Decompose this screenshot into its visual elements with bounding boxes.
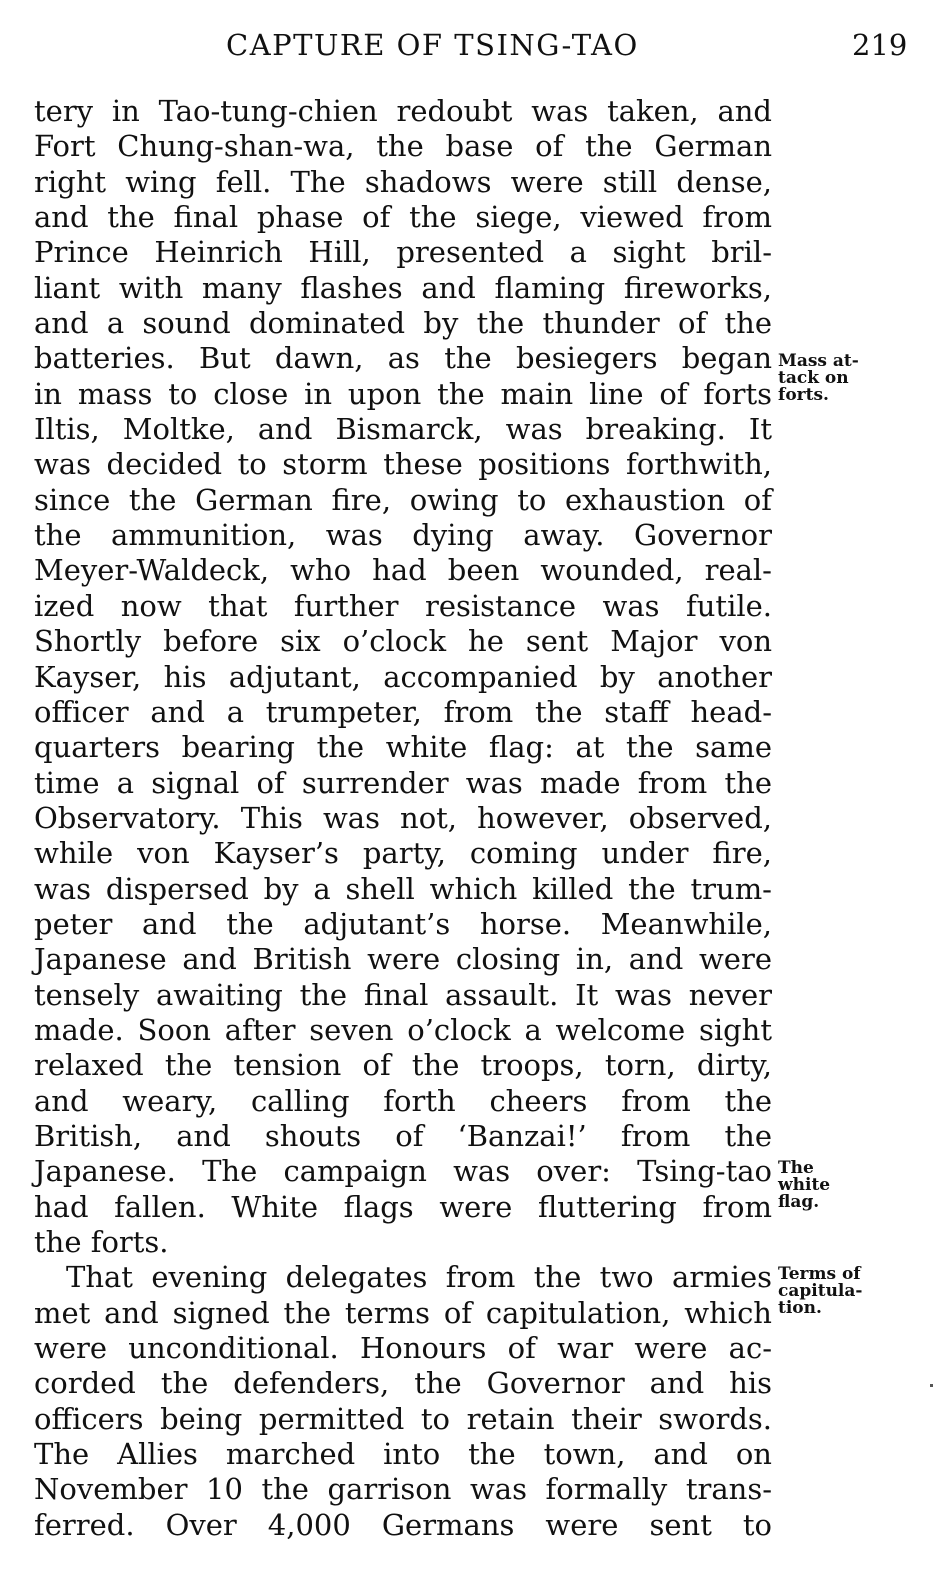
text-line: and weary, calling forth cheers from the	[34, 1083, 772, 1118]
text-line: tensely awaiting the final assault. It was never	[34, 977, 772, 1012]
text-line: and the final phase of the siege, viewed from	[34, 200, 772, 235]
text-line: relaxed the tension of the troops, torn, dirty,	[34, 1048, 772, 1083]
paragraph-end-line: the forts.	[34, 1225, 169, 1259]
text-line: British, and shouts of ‘Banzai!’ from the	[34, 1118, 772, 1153]
scan-speck	[930, 1384, 933, 1387]
text-line: ized now that further resistance was futile.	[34, 588, 772, 623]
sidenote-line: Mass at-	[778, 351, 859, 371]
sidenote-line: The	[778, 1158, 814, 1178]
text-line: was decided to storm these positions forthwith,	[34, 447, 772, 482]
sidenote-line: Terms of	[778, 1264, 861, 1284]
text-line: met and signed the terms of capitulation, which	[34, 1295, 772, 1330]
text-line: Fort Chung-shan-wa, the base of the German	[34, 129, 772, 164]
text-line: ferred. Over 4,000 Germans were sent to	[34, 1507, 772, 1542]
text-line: peter and the adjutant’s horse. Meanwhile,	[34, 906, 772, 941]
text-line: corded the defenders, the Governor and his	[34, 1366, 772, 1401]
paragraph-start-line: That evening delegates from the two armies	[66, 1260, 772, 1295]
text-line: time a signal of surrender was made from the	[34, 765, 772, 800]
sidenote-terms-of-capitulation	[778, 1266, 938, 1317]
text-line: in mass to close in upon the main line of forts	[34, 376, 772, 411]
sidenote-line: capitula-	[778, 1281, 863, 1301]
text-line: November 10 the garrison was formally trans-	[34, 1472, 772, 1507]
text-line: Meyer-Waldeck, who had been wounded, real-	[34, 553, 772, 588]
sidenote-mass-attack	[778, 353, 938, 404]
sidenote-line: white	[778, 1175, 831, 1195]
page-header	[0, 28, 950, 68]
text-line: Prince Heinrich Hill, presented a sight bril-	[34, 235, 772, 270]
text-line: officers being permitted to retain their swords.	[34, 1401, 772, 1436]
sidenote-line: forts.	[778, 385, 829, 405]
sidenote-line: tion.	[778, 1298, 822, 1318]
text-line: Iltis, Moltke, and Bismarck, was breaking. It	[34, 412, 772, 447]
text-line: right wing fell. The shadows were still dense,	[34, 164, 772, 199]
text-line: and a sound dominated by the thunder of the	[34, 306, 772, 341]
text-line: liant with many flashes and flaming fireworks,	[34, 270, 772, 305]
sidenote-white-flag	[778, 1160, 938, 1211]
text-line: tery in Tao-tung-chien redoubt was taken, and	[34, 94, 772, 128]
sidenote-line: tack on	[778, 368, 849, 388]
text-line: Kayser, his adjutant, accompanied by another	[34, 659, 772, 694]
text-line: officer and a trumpeter, from the staff head-	[34, 694, 772, 729]
text-line: the ammunition, was dying away. Governor	[34, 518, 772, 553]
text-line: Observatory. This was not, however, observed,	[34, 800, 772, 835]
text-line: since the German fire, owing to exhaustion of	[34, 482, 772, 517]
text-line: made. Soon after seven o’clock a welcome sight	[34, 1012, 772, 1047]
text-line: Japanese. The campaign was over: Tsing-tao	[34, 1154, 772, 1189]
text-line: Shortly before six o’clock he sent Major von	[34, 624, 772, 659]
text-line: had fallen. White flags were fluttering from	[34, 1189, 772, 1224]
text-line: batteries. But dawn, as the besiegers began	[34, 341, 772, 376]
text-line: while von Kayser’s party, coming under fire,	[34, 836, 772, 871]
page-number: 219	[852, 28, 908, 62]
sidenote-line: flag.	[778, 1192, 820, 1212]
text-line: were unconditional. Honours of war were ac-	[34, 1331, 772, 1366]
text-line: The Allies marched into the town, and on	[34, 1437, 772, 1472]
text-line: Japanese and British were closing in, and were	[34, 942, 772, 977]
text-line: quarters bearing the white flag: at the same	[34, 730, 772, 765]
running-title: CAPTURE OF TSING-TAO	[226, 28, 639, 62]
text-line: was dispersed by a shell which killed the trum-	[34, 871, 772, 906]
body-text	[34, 94, 772, 1543]
